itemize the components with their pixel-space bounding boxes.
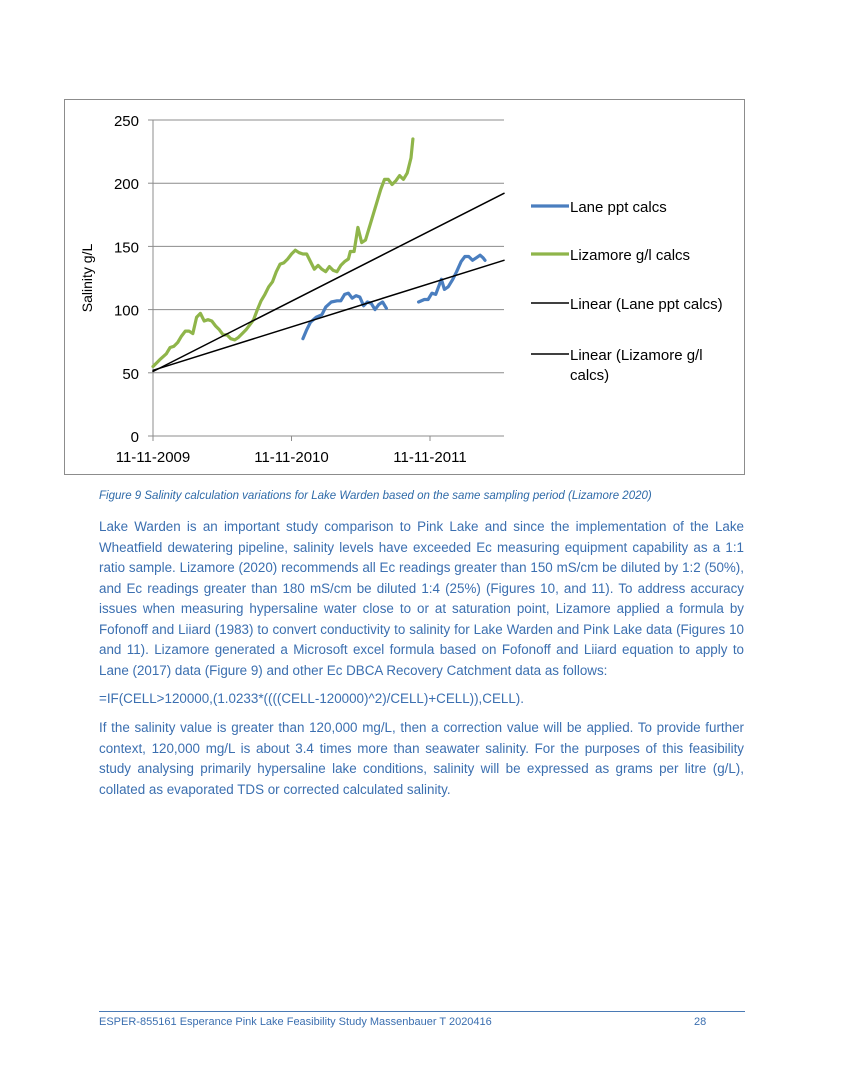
figure-caption: Figure 9 Salinity calculation variations for Lake Warden based on the same sampling period (Lizamore 2020) (99, 490, 652, 502)
series-line (153, 139, 413, 367)
y-tick-label: 250 (113, 113, 139, 130)
salinity-chart-svg (65, 100, 745, 475)
series-line (303, 293, 387, 339)
y-tick-label: 0 (130, 429, 139, 446)
trendline (153, 260, 504, 370)
paragraph-lake-warden: Lake Warden is an important study comparison to Pink Lake and since the implementation of the Lake Wheatfield dewatering pipeline, salinity levels have exceeded Ec measuring equipment capability as a 1:1 ratio sample. Lizamore (2020) recommends all Ec readings greater than 150 mS/cm be diluted by 1:2 (50%), and Ec readings greater than 180 mS/cm be diluted 1:4 (25%) (Figures 10, and 11). To address accuracy issues when measuring hypersaline water close to or at saturation point, Lizamore applied a formula by Fofonoff and Liiard (1983) to convert conductivity to salinity for Lake Warden and Pink Lake data (Figures 10 and 11). Lizamore generated a Microsoft excel formula based on Fofonoff and Liiard equation to apply to Lane (2017) data (Figure 9) and other Ec DBCA Recovery Catchment data as follows: (99, 519, 744, 678)
y-tick-label: 150 (113, 239, 139, 257)
footer-document-title: ESPER-855161 Esperance Pink Lake Feasibility Study Massenbauer T 2020416 (99, 1016, 492, 1028)
legend-label: Lane ppt calcs (570, 199, 667, 216)
legend-label: Linear (Lizamore g/l (570, 347, 703, 364)
paragraph-salinity-correction: If the salinity value is greater than 120,000 mg/L, then a correction value will be applied. To provide further context, 120,000 mg/L is about 3.4 times more than seawater salinity. For the purposes of this feasibility study analysing primarily hypersaline lake conditions, salinity will be expressed as grams per litre (g/L), collated as evaporated TDS or corrected calculated salinity. (99, 720, 744, 797)
x-tick-label: 11-11-2009 (115, 449, 191, 466)
y-tick-label: 200 (113, 176, 139, 194)
legend-label: Linear (Lane ppt calcs) (570, 296, 723, 313)
page-number: 28 (694, 1016, 707, 1028)
series-line (419, 255, 485, 302)
salinity-chart (64, 99, 745, 475)
y-axis-label: Salinity g/L (79, 243, 95, 313)
excel-formula: =IF(CELL>120000,(1.0233*((((CELL-120000)^2)/CELL)+CELL)),CELL). (99, 691, 524, 706)
footer-divider (99, 1011, 745, 1012)
y-tick-label: 50 (122, 365, 139, 383)
legend-label: Lizamore g/l calcs (570, 247, 691, 264)
x-tick-label: 11-11-2010 (254, 449, 329, 466)
legend-label: calcs) (570, 367, 610, 384)
y-tick-label: 100 (113, 302, 139, 320)
x-tick-label: 11-11-2011 (393, 449, 467, 466)
